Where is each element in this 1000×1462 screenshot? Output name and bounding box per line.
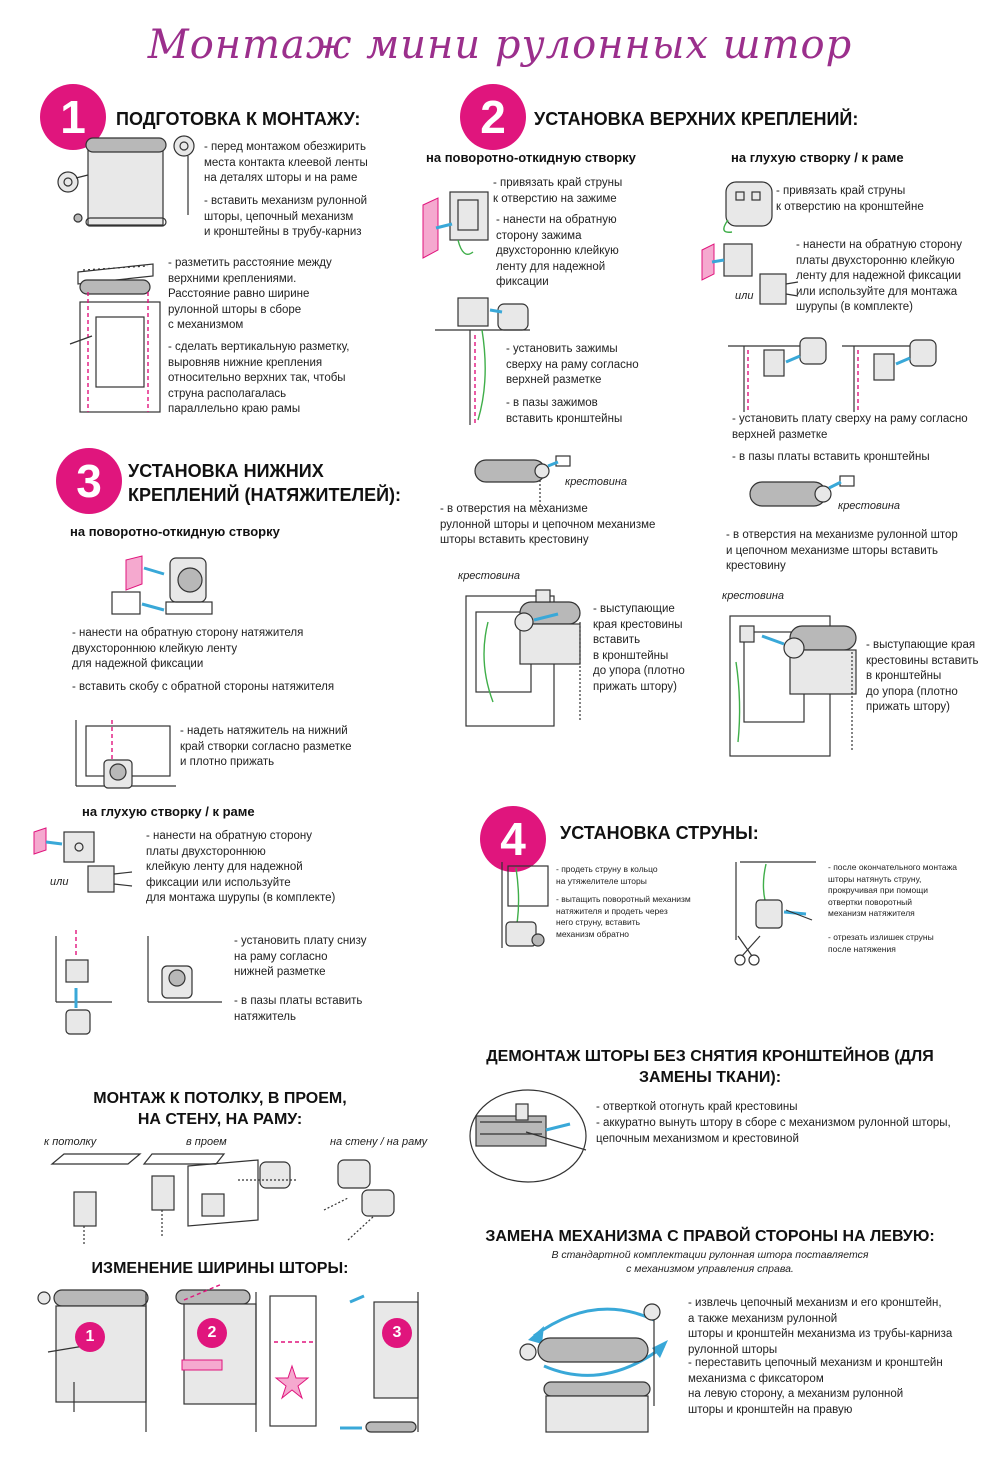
section3-or-label: или — [50, 876, 69, 888]
section2-heading: УСТАНОВКА ВЕРХНИХ КРЕПЛЕНИЙ: — [534, 109, 859, 129]
section3-step-5: - установить плату снизу на раму согласно нижней разметке — [234, 935, 367, 978]
section2-right-step-4: - в пазы платы вставить кронштейны — [732, 451, 930, 463]
section4-step-b1: - после окончательного монтажа шторы натянуть струну, прокручивая при помощи отвертки поворотный механизм натяжителя — [828, 862, 958, 918]
plate-on-frame-illustrations — [724, 332, 954, 412]
width-change-steps-illustration — [34, 1282, 434, 1442]
blind-mount-left-illustration — [458, 582, 593, 732]
section3-heading-line1: УСТАНОВКА НИЖНИХ — [128, 461, 324, 481]
dismantle-zoom-illustration — [466, 1084, 596, 1184]
section2-left-cross-label: крестовина — [565, 476, 627, 488]
section2-left-subheading: на поворотно-откидную створку — [426, 150, 636, 165]
section3-step-2: - вставить скобу с обратной стороны натяжителя — [72, 681, 335, 693]
width-step-3-badge: 3 — [382, 1318, 412, 1348]
string-through-tensioner-illustration — [496, 858, 556, 958]
section1-step-c: - разметить расстояние между верхними креплениями. Расстояние равно ширине рулонной шторы в сборе с механизмом — [168, 257, 332, 331]
section2-right-step-2: - нанести на обратную сторону платы двухсторонню клейкую ленту для надежной фиксации или используйте для монтажа шурупы (в комплекте) — [796, 239, 962, 313]
section2-right-step-3: - установить плату сверху на раму согласно верхней разметке — [732, 413, 968, 441]
mounting-heading-line2: НА СТЕНУ, НА РАМУ: — [137, 1111, 303, 1128]
dismantle-heading-line2: ЗАМЕНЫ ТКАНИ): — [638, 1069, 782, 1086]
replace-heading: ЗАМЕНА МЕХАНИЗМА С ПРАВОЙ СТОРОНЫ НА ЛЕВУЮ: — [485, 1228, 935, 1245]
window-marking-illustration — [68, 262, 168, 422]
dismantle-step-1: - отверткой отогнуть край крестовины — [596, 1101, 798, 1113]
replace-note: В стандартной комплектации рулонная штора поставляется с механизмом управления справа. — [551, 1249, 869, 1275]
dismantle-step-2: - аккуратно вынуть штору в сборе с механизмом рулонной шторы, цепочным механизмом и крестовиной — [596, 1117, 951, 1145]
section2-right-step-5: - в отверстия на механизме рулонной штор и цепочном механизме шторы вставить крестовину — [726, 529, 958, 572]
section2-right-cross-label-2: крестовина — [722, 590, 784, 602]
section3-step-6: - в пазы платы вставить натяжитель — [234, 995, 363, 1023]
replace-step-2: - переставить цепочный механизм и кронштейн механизма с фиксатором на левую сторону, а механизм рулонной шторы и кронштейн на правую — [688, 1357, 943, 1416]
section3-step-1: - нанести на обратную сторону натяжителя двухстороннюю клейкую ленту для надежной фиксации — [72, 627, 304, 670]
section1-heading: ПОДГОТОВКА К МОНТАЖУ: — [116, 109, 361, 129]
bracket-plate-illustration — [718, 176, 778, 236]
section2-right-step-6: - выступающие края крестовины вставить в кронштейны до упора (плотно прижать штору) — [866, 639, 979, 713]
section2-left-cross-label-2: крестовина — [458, 570, 520, 582]
mounting-options-illustration — [48, 1150, 428, 1250]
mounting-label-ceiling: к потолку — [44, 1136, 97, 1148]
section2-left-step-4: - в пазы зажимов вставить кронштейны — [506, 397, 623, 425]
section2-left-step-1: - привязать край струны к отверстию на зажиме — [493, 177, 623, 205]
width-change-heading: ИЗМЕНЕНИЕ ШИРИНЫ ШТОРЫ: — [91, 1260, 349, 1277]
step-number-3: 3 — [56, 448, 122, 514]
section4-step-a2: - вытащить поворотный механизм натяжителя и продеть через него струну, вставить механизм обратно — [556, 894, 691, 939]
string-tension-cut-illustration — [716, 860, 826, 972]
tensioner-plate-illustration — [32, 826, 147, 906]
step-number-2: 2 — [460, 84, 526, 150]
section2-left-step-2: - нанести на обратную сторону зажима двухсторонню клейкую ленту для надежной фиксации — [496, 214, 619, 288]
page-title: Монтаж мини рулонных штор — [147, 22, 853, 68]
replace-step-1: - извлечь цепочный механизм и его кронштейн, а также механизм рулонной шторы и кронштейн механизма из трубы-карниза рулонной шторы — [688, 1297, 953, 1356]
section3-step-3: - надеть натяжитель на нижний край створки согласно разметке и плотно прижать — [180, 725, 352, 768]
section4-step-a1: - продеть струну в кольцо на утяжелителе шторы — [556, 864, 658, 886]
roller-blind-assembly-illustration — [48, 130, 208, 240]
tensioner-plate-on-frame-illustrations — [52, 930, 232, 1040]
section2-left-step-3: - установить зажимы сверху на раму согласно верхней разметке — [506, 343, 639, 386]
section2-right-cross-label: крестовина — [838, 500, 900, 512]
section2-right-or-label: или — [735, 290, 754, 302]
section3-step-4: - нанести на обратную сторону платы двухстороннюю клейкую ленту для надежной фиксации или используйте для монтажа шурупы (в комплекте) — [146, 830, 336, 904]
section3-heading-line2: КРЕПЛЕНИЙ (НАТЯЖИТЕЛЕЙ): — [128, 485, 402, 505]
clamp-illustration — [418, 180, 498, 280]
section3-subheading-1: на поворотно-откидную створку — [70, 524, 280, 539]
section1-step-b: - вставить механизм рулонной шторы, цепочный механизм и кронштейны в трубу-карниз — [204, 195, 368, 238]
dismantle-heading-line1: ДЕМОНТАЖ ШТОРЫ БЕЗ СНЯТИЯ КРОНШТЕЙНОВ (ДЛЯ — [486, 1048, 934, 1065]
mounting-label-wall: на стену / на раму — [330, 1136, 428, 1148]
mounting-label-opening: в проем — [186, 1136, 227, 1148]
section4-step-b2: - отрезать излишек струны после натяжения — [828, 932, 934, 954]
tensioner-on-sash-illustration — [70, 716, 180, 796]
section1-step-d: - сделать вертикальную разметку, выровняв нижние крепления относительно верхних так, чтобы струна располагалась параллельно краю рамы — [168, 341, 350, 415]
blind-mount-right-illustration — [722, 602, 867, 762]
step-number-4: 4 — [480, 806, 546, 872]
section2-right-subheading: на глухую створку / к раме — [731, 150, 904, 165]
section3-subheading-2: на глухую створку / к раме — [82, 804, 255, 819]
width-step-1-badge: 1 — [75, 1322, 105, 1352]
section2-left-step-5: - в отверстия на механизме рулонной шторы и цепочном механизме шторы вставить крестовину — [440, 503, 656, 546]
swap-mechanism-illustration — [514, 1296, 684, 1436]
section1-step-a: - перед монтажом обезжирить места контакта клеевой ленты на деталях шторы и на раме — [204, 141, 368, 184]
section2-left-step-6: - выступающие края крестовины вставить в кронштейны до упора (плотно прижать штору) — [593, 603, 685, 693]
width-step-2-badge: 2 — [197, 1318, 227, 1348]
cross-insert-illustration — [470, 450, 580, 510]
section4-heading: УСТАНОВКА СТРУНЫ: — [560, 823, 759, 843]
section2-right-step-1: - привязать край струны к отверстию на кронштейне — [776, 185, 924, 213]
tensioner-illustration — [108, 554, 218, 624]
mounting-heading-line1: МОНТАЖ К ПОТОЛКУ, В ПРОЕМ, — [93, 1090, 347, 1107]
step-number-1: 1 — [40, 84, 106, 150]
